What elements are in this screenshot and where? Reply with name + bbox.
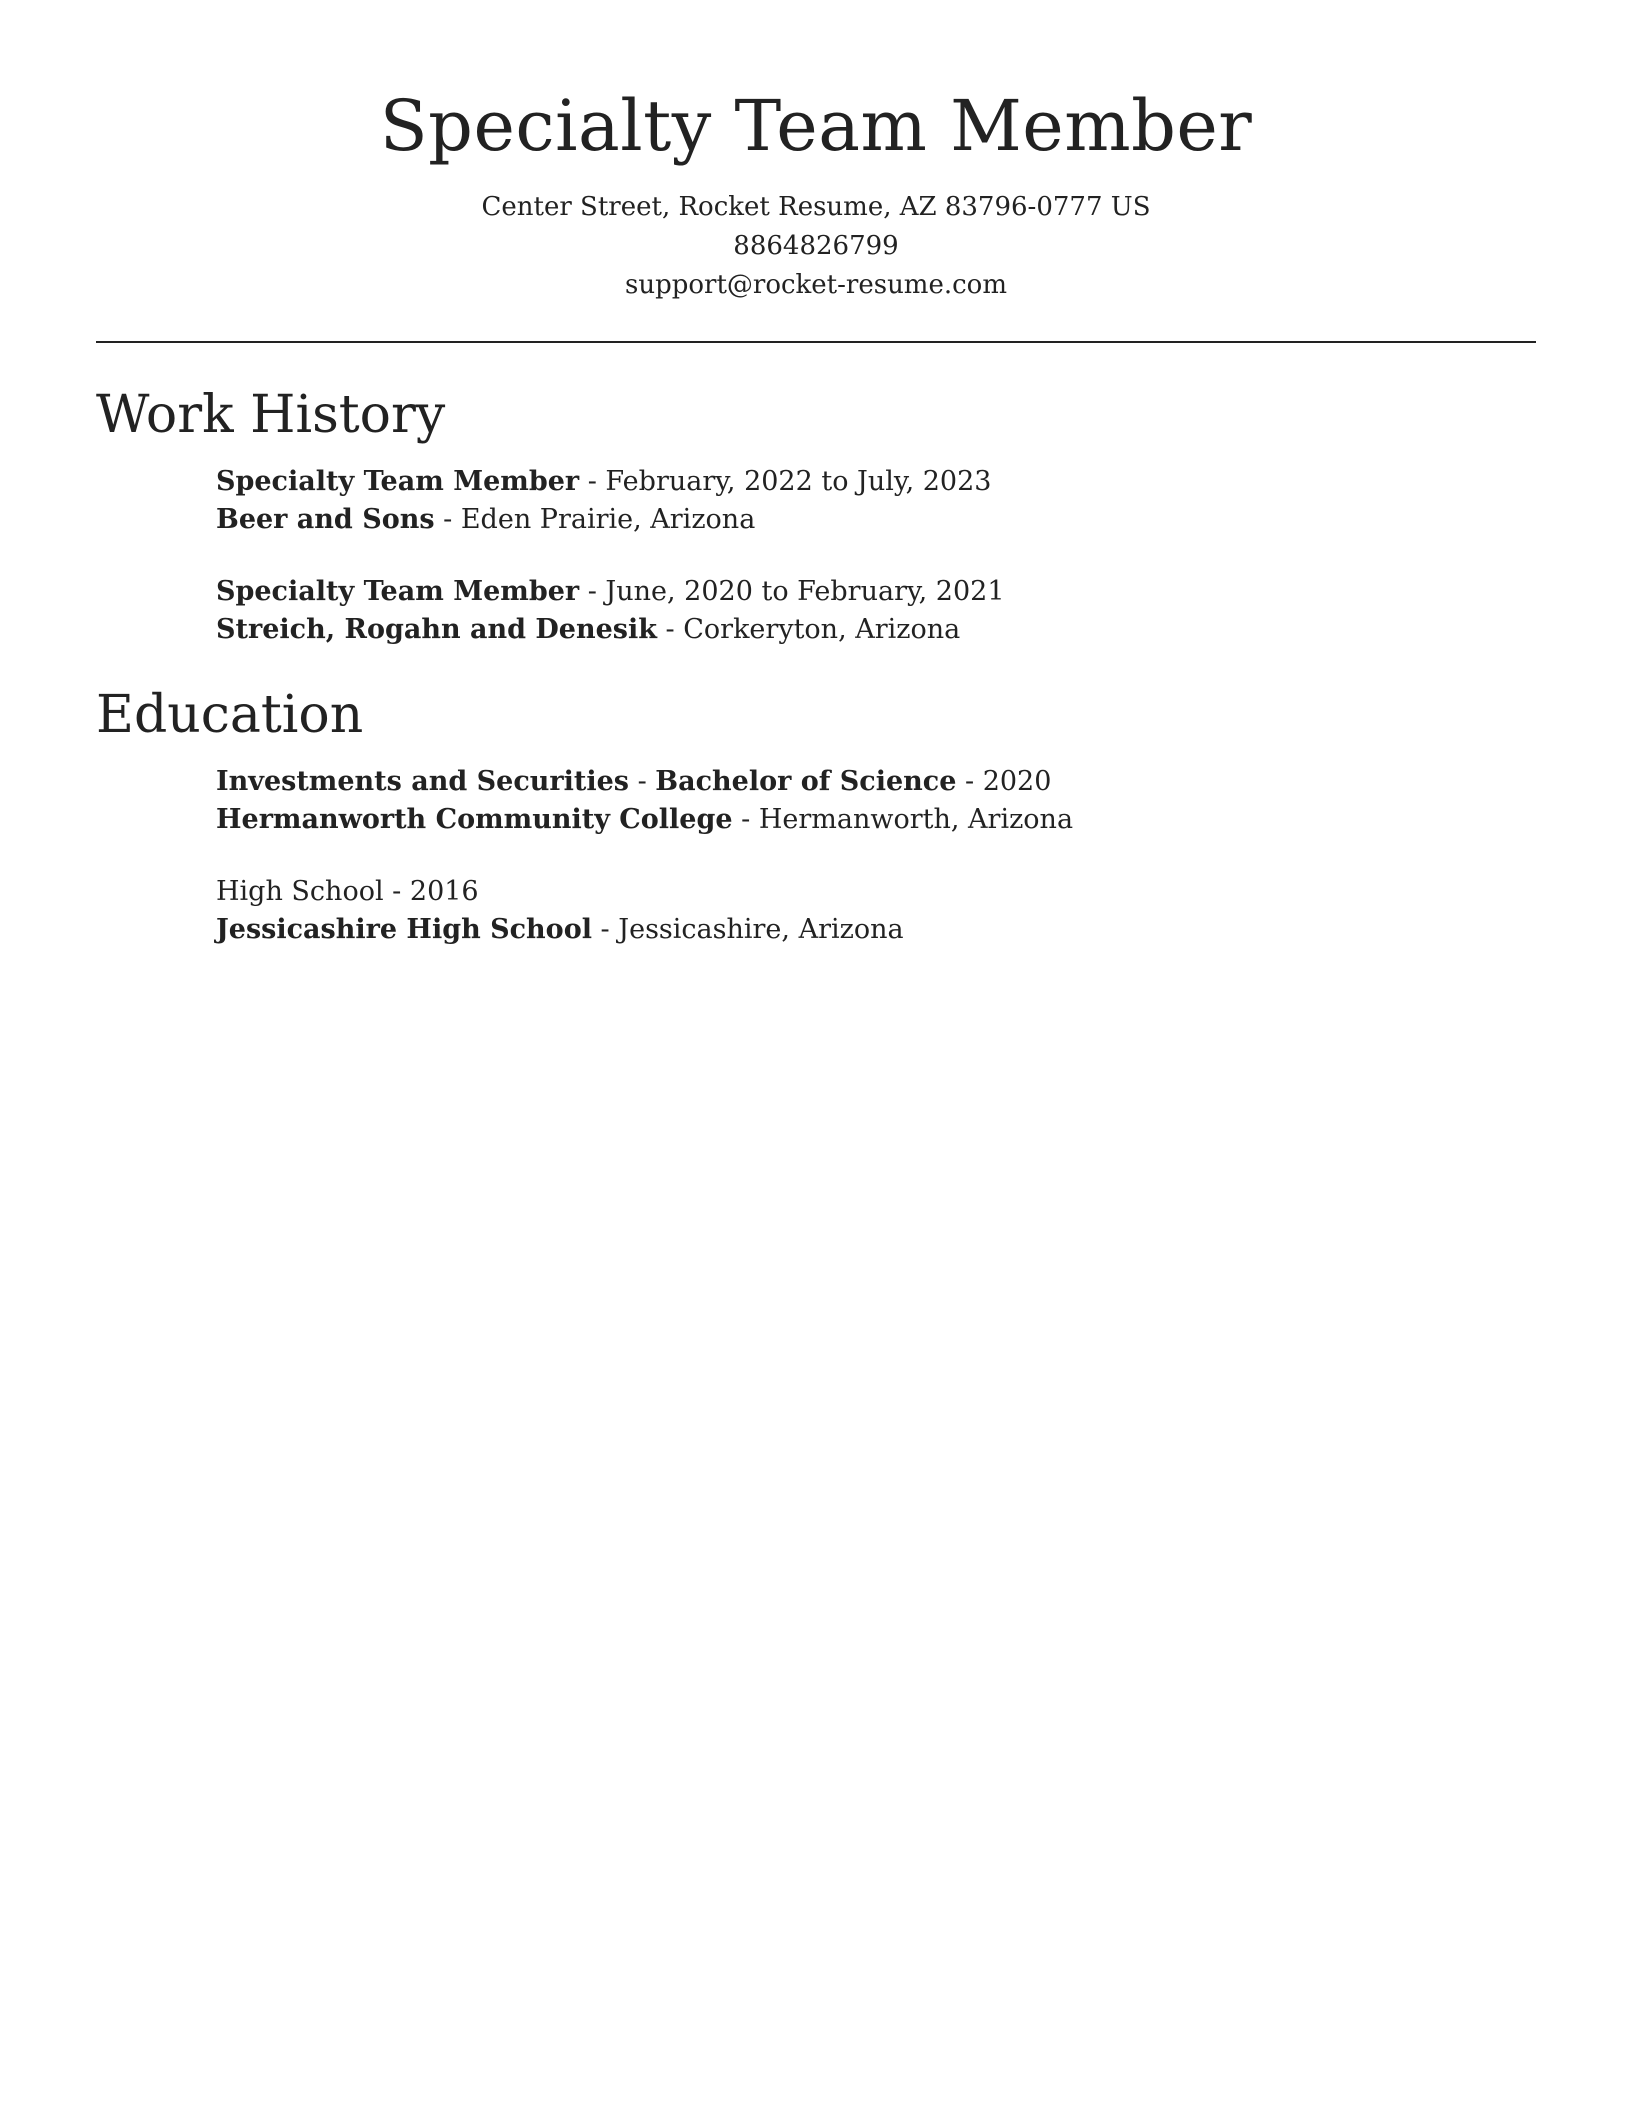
work-employer: Beer and Sons [216, 504, 435, 535]
work-location: Corkeryton, Arizona [683, 614, 961, 645]
work-history-heading: Work History [96, 385, 446, 445]
separator: - [591, 914, 619, 945]
email-text: support@rocket-resume.com [624, 270, 1007, 300]
phone-text: 8864826799 [733, 231, 899, 261]
address-text: Center Street, Rocket Resume, AZ 83796-0777 US [481, 192, 1151, 222]
education-school: Hermanworth Community College [216, 804, 733, 835]
separator: - [579, 466, 606, 497]
work-entry [216, 573, 1536, 649]
work-dates: February, 2022 to July, 2023 [605, 466, 992, 497]
education-program-line [216, 763, 1536, 801]
work-employer: Streich, Rogahn and Denesik [216, 614, 657, 645]
education-school-line [216, 801, 1536, 839]
separator: - [579, 576, 606, 607]
education-program: High School [216, 876, 384, 907]
education-program: Investments and Securities [216, 766, 629, 797]
contact-info [96, 188, 1536, 305]
education-year: 2016 [409, 876, 479, 907]
work-entry [216, 463, 1536, 539]
education-school: Jessicashire High School [216, 914, 592, 945]
education-entry [216, 763, 1536, 839]
separator: - [956, 766, 983, 797]
education-year: 2020 [982, 766, 1052, 797]
candidate-name: Specialty Team Member [379, 85, 1253, 167]
separator: - [629, 766, 656, 797]
education-degree: Bachelor of Science [655, 766, 957, 797]
work-entry-role-line [216, 463, 1536, 501]
education-heading: Education [96, 685, 364, 745]
work-role: Specialty Team Member [216, 576, 580, 607]
education-entry [216, 873, 1536, 949]
resume-header [96, 0, 1536, 305]
work-entry-employer-line [216, 501, 1536, 539]
work-entry-role-line [216, 573, 1536, 611]
work-dates: June, 2020 to February, 2021 [605, 576, 1005, 607]
education-location: Hermanworth, Arizona [758, 804, 1074, 835]
work-role: Specialty Team Member [216, 466, 580, 497]
work-entry-employer-line [216, 611, 1536, 649]
separator: - [383, 876, 410, 907]
education-location: Jessicashire, Arizona [618, 914, 904, 945]
separator: - [732, 804, 759, 835]
separator: - [656, 614, 684, 645]
education-school-line [216, 911, 1536, 949]
header-divider [96, 341, 1536, 343]
work-location: Eden Prairie, Arizona [460, 504, 756, 535]
separator: - [434, 504, 461, 535]
education-program-line [216, 873, 1536, 911]
